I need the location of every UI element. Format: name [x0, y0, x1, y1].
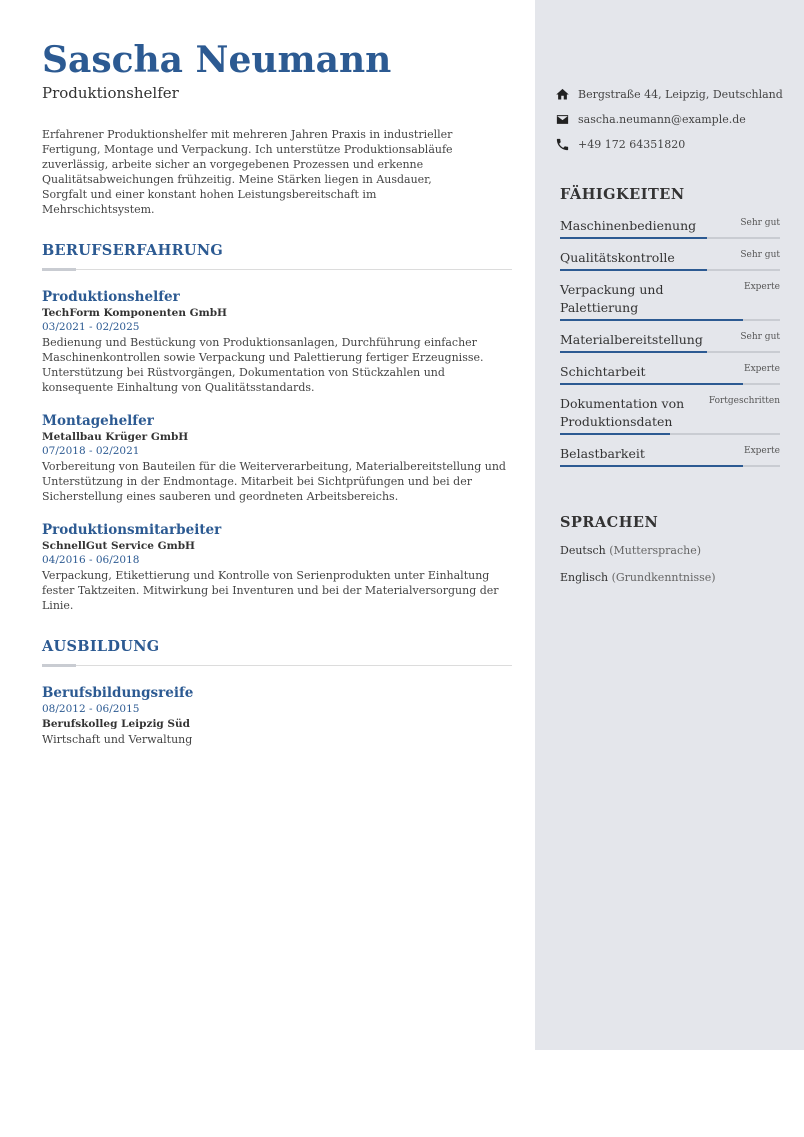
skill-level: Sehr gut: [740, 218, 780, 228]
skill-name: Maschinenbedienung: [560, 218, 697, 233]
education-dates: 08/2012 - 06/2015: [42, 703, 140, 715]
languages-list: [560, 543, 780, 585]
skill-item: [560, 363, 780, 385]
job-dates: 07/2018 - 02/2021: [42, 445, 140, 457]
education-section: [42, 637, 512, 747]
job-entry: [42, 288, 512, 395]
job-dates: 03/2021 - 02/2025: [42, 321, 140, 333]
skill-level: Sehr gut: [740, 332, 780, 342]
skill-bar: [560, 465, 780, 467]
skill-row: [560, 363, 780, 381]
section-divider: [42, 268, 512, 271]
job-company: Metallbau Krüger GmbH: [42, 431, 189, 443]
skill-bar: [560, 319, 780, 321]
job-entry: [42, 521, 512, 613]
skill-row: [560, 281, 780, 317]
education-degree: Berufsbildungsreife: [42, 685, 194, 701]
skill-level: Fortgeschritten: [708, 396, 780, 406]
skill-bar-fill: [560, 465, 743, 467]
skill-bar-fill: [560, 351, 707, 353]
skills-list: [560, 217, 780, 467]
skill-row: [560, 249, 780, 267]
phone-icon: [555, 137, 570, 152]
contact-address: [555, 82, 785, 107]
skill-item: [560, 395, 780, 435]
skill-bar-fill: [560, 237, 707, 239]
mail-icon: [555, 112, 570, 127]
job-role: Produktionshelfer: [42, 84, 179, 102]
contact-email: [555, 107, 785, 132]
contact-phone: [555, 132, 785, 157]
job-company: SchnellGut Service GmbH: [42, 540, 195, 552]
language-item: [560, 570, 780, 585]
job-title: Produktionsmitarbeiter: [42, 522, 222, 538]
language-name: Deutsch: [560, 544, 606, 557]
skill-level: Experte: [744, 282, 780, 292]
skill-name: Verpackung und Palettierung: [560, 282, 664, 315]
main-column: [42, 38, 512, 747]
profile-summary: Erfahrener Produktionshelfer mit mehreren Jahren Praxis in industrieller Fertigung, Montage und Verpackung. Ich unterstütze Produktionsabläufe zuverlässig, arbeite sicher an vorgegebenen Prozessen und erkenne Qualitätsabweichungen frühzeitig. Meine Stärken liegen in Ausdauer, Sorgfalt und einer konstant hohen Leistungsbereitschaft im Mehrschichtsystem.: [42, 128, 453, 216]
section-title-education: AUSBILDUNG: [42, 638, 160, 655]
contact-address-text: Bergstraße 44, Leipzig, Deutschland: [578, 88, 783, 101]
job-company: TechForm Komponenten GmbH: [42, 307, 227, 319]
skill-bar: [560, 237, 780, 239]
language-item: [560, 543, 780, 558]
skill-row: [560, 331, 780, 349]
job-description: Vorbereitung von Bauteilen für die Weiterverarbeitung, Materialbereitstellung und Unterstützung in der Endmontage. Mitarbeit bei Sichtprüfungen und bei der Sicherstellung eines sauberen und geordneten Arbeitsbereichs.: [42, 460, 506, 503]
skill-bar: [560, 269, 780, 271]
skill-level: Experte: [744, 446, 780, 456]
job-entry: [42, 412, 512, 504]
skill-item: [560, 445, 780, 467]
job-title: Produktionshelfer: [42, 289, 180, 305]
skill-name: Qualitätskontrolle: [560, 250, 675, 265]
home-icon: [555, 87, 570, 102]
education-entry: [42, 684, 512, 747]
skill-name: Dokumentation von Produktionsdaten: [560, 396, 685, 429]
skill-item: [560, 249, 780, 271]
skill-row: [560, 217, 780, 235]
skill-name: Belastbarkeit: [560, 446, 645, 461]
skill-bar-fill: [560, 433, 670, 435]
skills-section: [560, 186, 780, 467]
skill-row: [560, 395, 780, 431]
language-level: (Grundkenntnisse): [611, 571, 716, 584]
section-title-languages: SPRACHEN: [560, 514, 659, 531]
section-title-skills: FÄHIGKEITEN: [560, 186, 685, 203]
experience-section: [42, 241, 512, 613]
skill-level: Sehr gut: [740, 250, 780, 260]
skill-bar: [560, 433, 780, 435]
contact-phone-text[interactable]: +49 172 64351820: [578, 138, 686, 151]
skill-item: [560, 217, 780, 239]
skill-bar-fill: [560, 319, 743, 321]
job-dates: 04/2016 - 06/2018: [42, 554, 140, 566]
job-title: Montagehelfer: [42, 413, 154, 429]
education-school: Berufskolleg Leipzig Süd: [42, 718, 190, 730]
skill-name: Materialbereitstellung: [560, 332, 703, 347]
language-level: (Muttersprache): [609, 544, 702, 557]
skill-bar-fill: [560, 269, 707, 271]
skill-bar-fill: [560, 383, 743, 385]
skill-bar: [560, 351, 780, 353]
skill-row: [560, 445, 780, 463]
language-name: Englisch: [560, 571, 609, 584]
languages-section: [560, 514, 780, 585]
section-divider: [42, 664, 512, 667]
skill-item: [560, 331, 780, 353]
skill-level: Experte: [744, 364, 780, 374]
job-description: Bedienung und Bestückung von Produktionsanlagen, Durchführung einfacher Maschinenkontrollen sowie Verpackung und Palettierung fertiger Erzeugnisse. Unterstützung bei Rüstvorgängen, Dokumentation von Stückzahlen und konsequente Einhaltung von Qualitätsstandards.: [42, 336, 484, 394]
job-description: Verpackung, Etikettierung und Kontrolle von Serienprodukten unter Einhaltung fester Taktzeiten. Mitwirkung bei Inventuren und bei der Materialversorgung der Linie.: [42, 569, 499, 612]
skill-name: Schichtarbeit: [560, 364, 646, 379]
skill-item: [560, 281, 780, 321]
contact-block: [555, 82, 785, 157]
person-name: Sascha Neumann: [42, 39, 392, 81]
contact-email-text[interactable]: sascha.neumann@example.de: [578, 113, 746, 126]
education-field: Wirtschaft und Verwaltung: [42, 733, 193, 746]
skill-bar: [560, 383, 780, 385]
section-title-experience: BERUFSERFAHRUNG: [42, 242, 224, 259]
